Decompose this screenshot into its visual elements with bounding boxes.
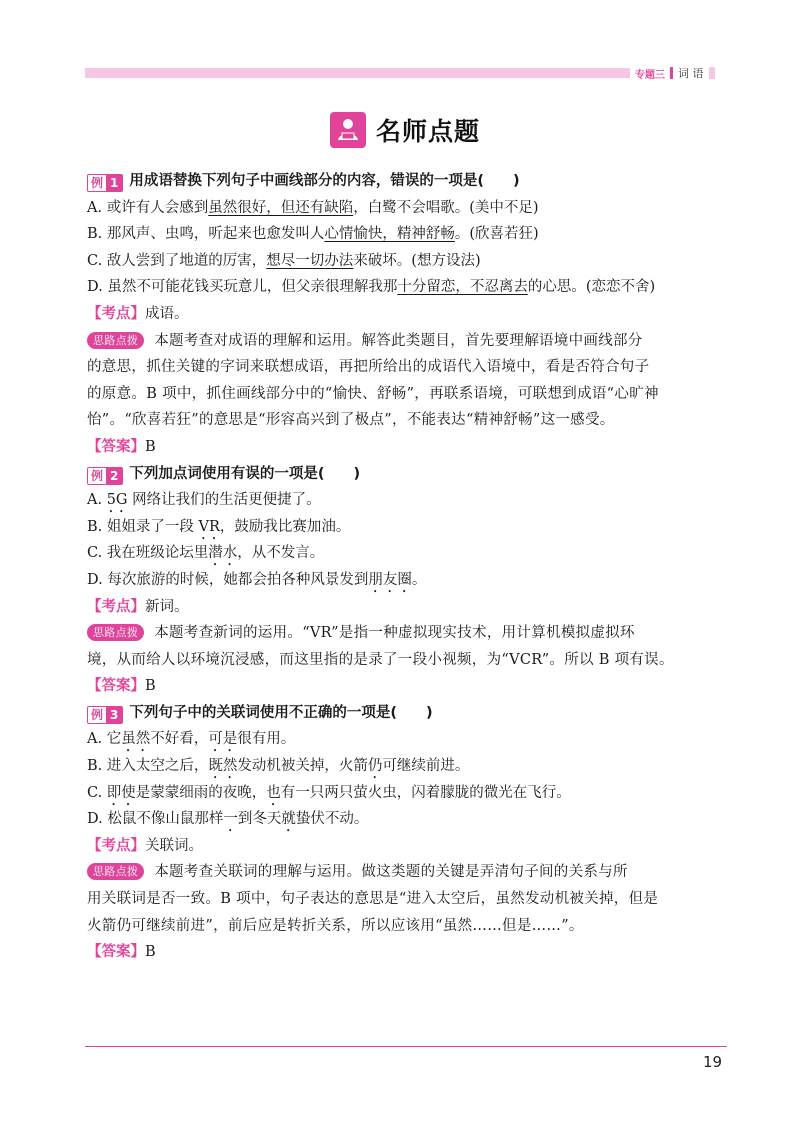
option-d: D. 虽然不可能花钱买玩意儿，但父亲很理解我那十分留恋，不忍离去的心思。(恋恋不舍)	[87, 279, 656, 296]
silu-line: 火箭仍可继续前进”，前后应是转折关系，所以应该用“虽然……但是……”。	[87, 917, 584, 934]
kaodian: 【考点】成语。	[87, 305, 189, 322]
option-d: D. 松鼠不像山鼠那样一到冬天就蛰伏不动。	[87, 811, 369, 828]
silu-badge: 思路点拨	[87, 332, 144, 349]
header-tag	[635, 64, 715, 82]
banner-title: 名师点题	[376, 117, 481, 146]
option-b: B. 姐姐录了一段 VR，鼓励我比赛加油。	[87, 518, 351, 535]
silu-line: 的意思，抓住关键的字词来联想成语，再把所给出的成语代入语境中，看是否符合句子	[87, 359, 650, 376]
example-2-question: 例 2 下列加点词使用有误的一项是( )	[87, 461, 727, 488]
example-badge: 例 2	[87, 467, 123, 485]
option-c: C. 我在班级论坛里潜水，从不发言。	[87, 545, 325, 562]
footer-line	[85, 1046, 727, 1047]
kaodian: 【考点】关联词。	[87, 837, 203, 854]
silu-line: 思路点拨 本题考查对成语的理解和运用。解答此类题目，首先要理解语境中画线部分	[87, 328, 727, 355]
section-banner	[330, 112, 480, 148]
content	[87, 168, 727, 966]
silu-badge: 思路点拨	[87, 624, 144, 641]
option-c: C. 即使是蒙蒙细雨的夜晚，也有一只两只萤火虫，闪着朦胧的微光在飞行。	[87, 784, 571, 801]
kaodian: 【考点】新词。	[87, 598, 189, 615]
example-1-question: 例 1 用成语替换下列句子中画线部分的内容，错误的一项是( )	[87, 168, 727, 195]
answer: 【答案】B	[87, 438, 156, 455]
option-b: B. 那风声、虫鸣，听起来也愈发叫人心情愉快，精神舒畅。(欣喜若狂)	[87, 226, 539, 243]
silu-line: 境，从而给人以环境沉浸感，而这里指的是录了一段小视频，为“VCR”。所以 B 项有误。	[87, 651, 674, 668]
example-3-question: 例 3 下列句子中的关联词使用不正确的一项是( )	[87, 700, 727, 727]
header-separator	[670, 67, 673, 79]
option-a: A. 它虽然不好看，可是很有用。	[87, 731, 296, 748]
silu-line: 的原意。B 项中，抓住画线部分中的“愉快、舒畅”，再联系语境，可联想到成语“心旷神	[87, 385, 659, 402]
answer: 【答案】B	[87, 944, 156, 961]
example-badge: 例 3	[87, 706, 123, 724]
header-title: 词 语	[678, 67, 704, 80]
option-d: D. 每次旅游的时候，她都会拍各种风景发到朋友圈。	[87, 571, 427, 588]
example-badge: 例 1	[87, 174, 123, 192]
header-topic: 专题三	[635, 69, 665, 81]
option-c: C. 敌人尝到了地道的厉害，想尽一切办法来破坏。(想方设法)	[87, 252, 481, 269]
silu-line: 思路点拨 本题考查新词的运用。“VR”是指一种虚拟现实技术，用计算机模拟虚拟环	[87, 620, 727, 647]
option-a: A. 或许有人会感到虽然很好，但还有缺陷，白鹭不会唱歌。(美中不足)	[87, 199, 539, 216]
answer: 【答案】B	[87, 678, 156, 695]
silu-line: 怡”。“欣喜若狂”的意思是“形容高兴到了极点”，不能表达“精神舒畅”这一感受。	[87, 412, 615, 429]
header-endmark	[709, 67, 715, 79]
silu-line: 用关联词是否一致。B 项中，句子表达的意思是“进入太空后，虽然发动机被关掉，但是	[87, 891, 659, 908]
option-b: B. 进入太空之后，既然发动机被关掉，火箭仍可继续前进。	[87, 758, 470, 775]
silu-badge: 思路点拨	[87, 863, 144, 880]
teacher-icon	[330, 112, 366, 148]
silu-line: 思路点拨 本题考查关联词的理解与运用。做这类题的关键是弄清句子间的关系与所	[87, 859, 727, 886]
option-a: A. 5G 网络让我们的生活更便捷了。	[87, 492, 321, 509]
page-number: 19	[703, 1053, 723, 1071]
header-bar	[85, 68, 630, 78]
